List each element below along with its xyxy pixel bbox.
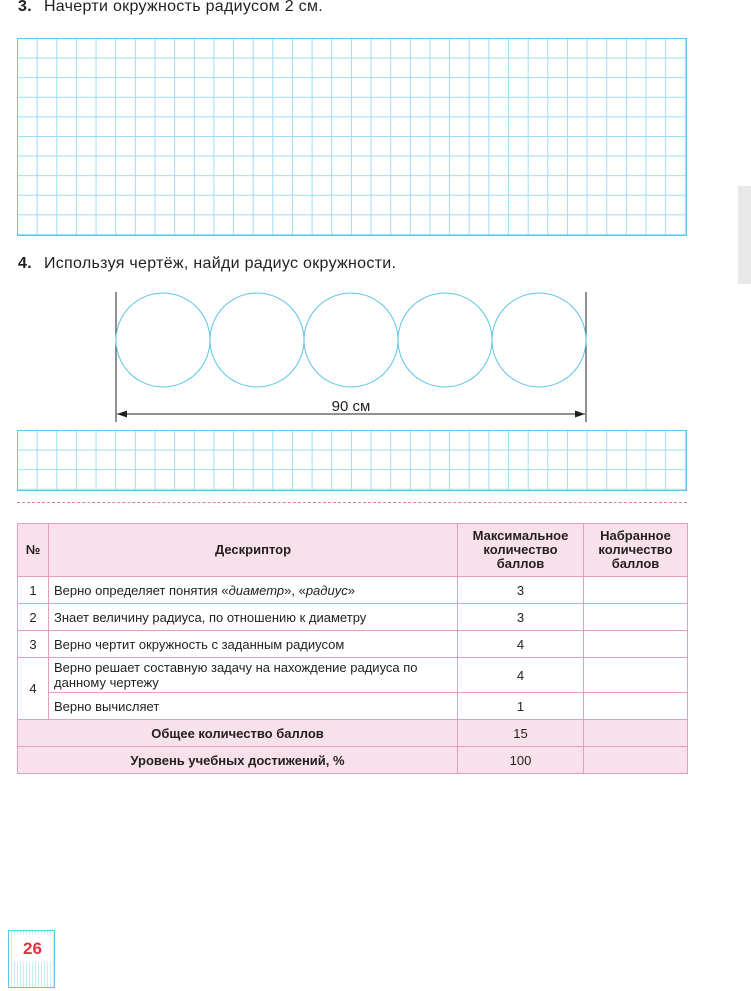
total-label: Общее количество баллов (18, 720, 458, 747)
table-row (18, 693, 688, 720)
table-header-row (18, 524, 688, 577)
task-3-title (18, 0, 323, 16)
table-row (18, 631, 688, 658)
row-max-points: 4 (458, 658, 584, 693)
dimension-arrow-left (117, 411, 127, 418)
answer-grid-task-4 (17, 430, 687, 491)
circle-2 (210, 293, 304, 387)
circle-5 (492, 293, 586, 387)
circle-1 (116, 293, 210, 387)
row-number: 1 (18, 577, 49, 604)
dashed-separator (17, 502, 687, 503)
row-earned-points (584, 658, 688, 693)
circle-3 (304, 293, 398, 387)
row-descriptor: Знает величину радиуса, по отношению к диаметру (49, 604, 458, 631)
table-row (18, 604, 688, 631)
row-max-points: 3 (458, 577, 584, 604)
header-max-points: Максимальное количество баллов (458, 524, 584, 577)
task-3-text: Начерти окружность радиусом 2 см. (43, 0, 323, 15)
header-descriptor: Дескриптор (49, 524, 458, 577)
page-number-badge (8, 930, 55, 988)
header-number: № (18, 524, 49, 577)
row-max-points: 4 (458, 631, 584, 658)
row-descriptor: Верно чертит окружность с заданным радиусом (49, 631, 458, 658)
assessment-table (17, 523, 688, 774)
level-earned-points (584, 747, 688, 774)
total-earned-points (584, 720, 688, 747)
table-row (18, 658, 688, 693)
row-max-points: 1 (458, 693, 584, 720)
task-4-number: 4. (18, 255, 32, 272)
row-max-points: 3 (458, 604, 584, 631)
row-number: 4 (18, 658, 49, 720)
row-earned-points (584, 693, 688, 720)
header-earned-points: Набранное количество баллов (584, 524, 688, 577)
dimension-label: 90 см (331, 398, 371, 415)
answer-grid-task-3 (17, 38, 687, 236)
level-label: Уровень учебных достижений, % (18, 747, 458, 774)
circles-drawing (110, 290, 600, 430)
row-earned-points (584, 604, 688, 631)
circle-4 (398, 293, 492, 387)
level-max-points: 100 (458, 747, 584, 774)
task-4-title (18, 255, 396, 273)
task-4-text: Используя чертёж, найди радиус окружности. (43, 255, 397, 272)
page-number: 26 (14, 935, 51, 962)
side-tab (738, 186, 751, 284)
dimension-arrow-right (575, 411, 585, 418)
total-max-points: 15 (458, 720, 584, 747)
table-row (18, 577, 688, 604)
row-number: 2 (18, 604, 49, 631)
task-3-number: 3. (18, 0, 32, 15)
level-row (18, 747, 688, 774)
row-descriptor: Верно решает составную задачу на нахождение радиуса по данному чертежу (49, 658, 458, 693)
total-row (18, 720, 688, 747)
row-descriptor: Верно вычисляет (49, 693, 458, 720)
row-descriptor: Верно определяет понятия «диаметр», «радиус» (49, 577, 458, 604)
row-number: 3 (18, 631, 49, 658)
row-earned-points (584, 577, 688, 604)
row-earned-points (584, 631, 688, 658)
